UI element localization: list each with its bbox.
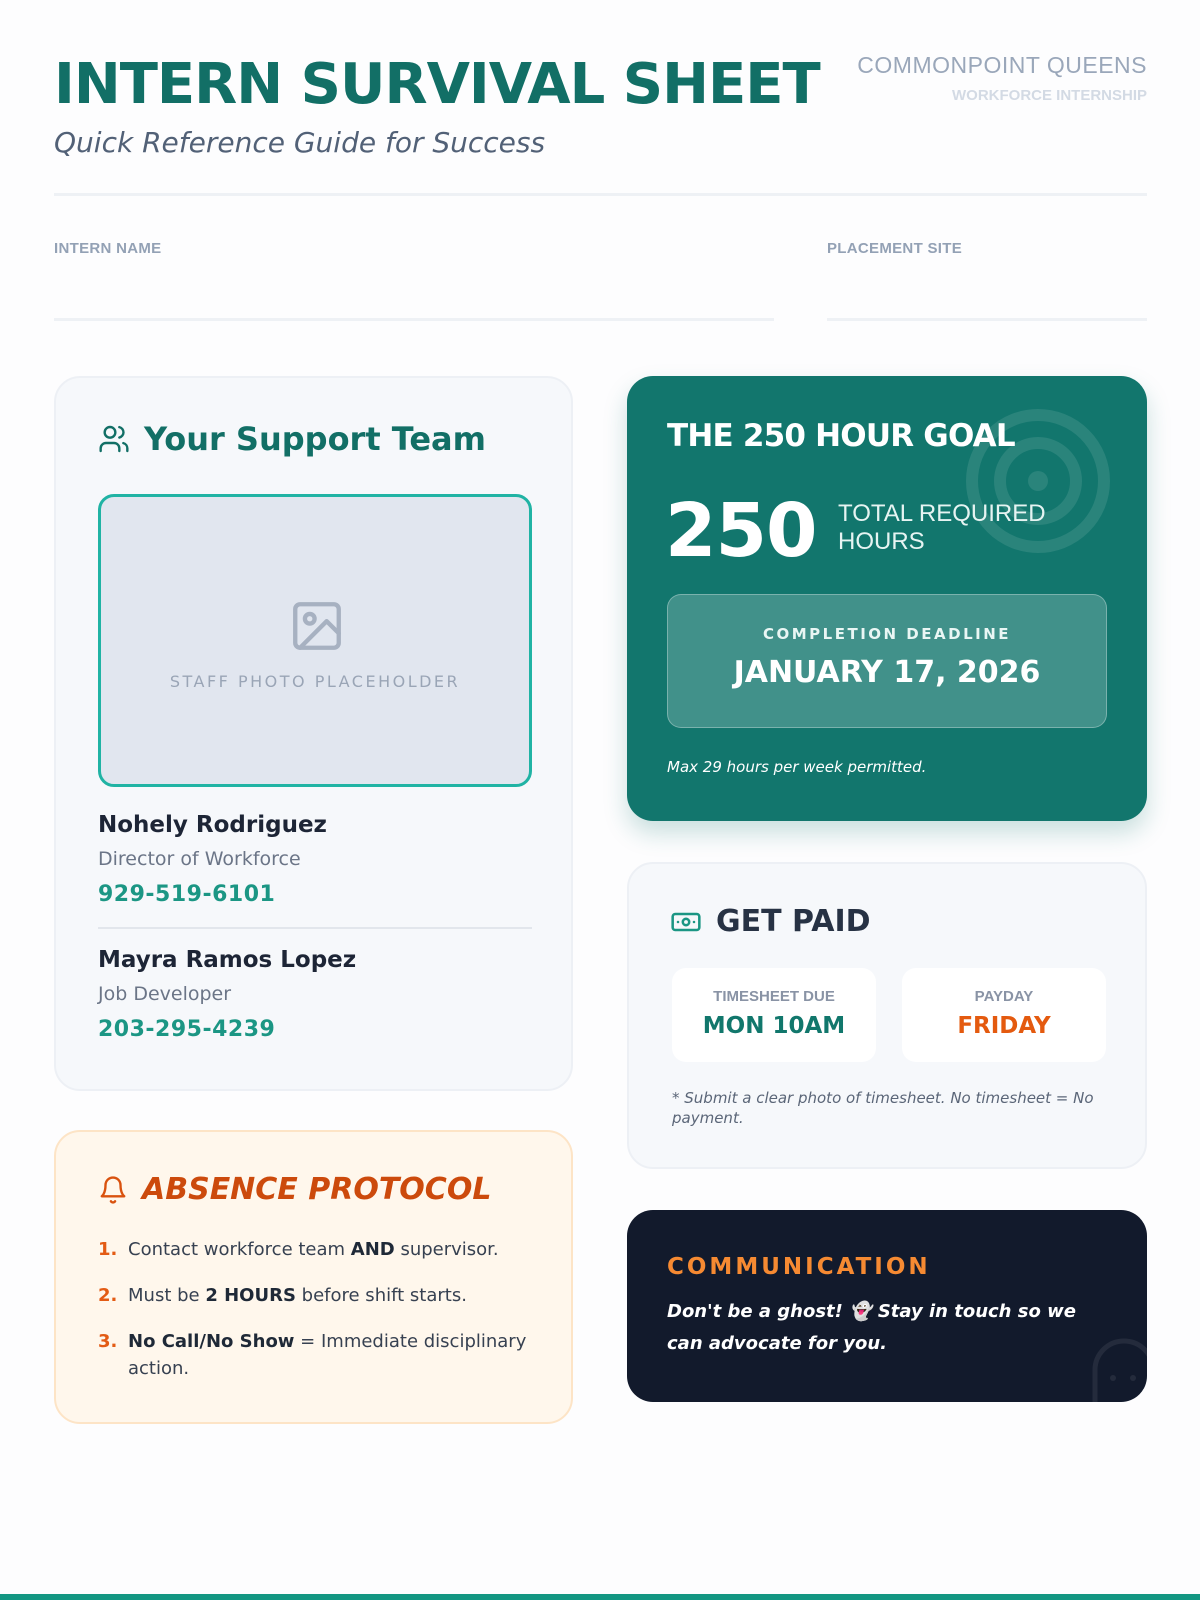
image-icon xyxy=(288,597,346,655)
rule-number: 1. xyxy=(98,1239,118,1260)
weekly-max-note: Max 29 hours per week permitted. xyxy=(667,758,927,776)
rule-text: Contact workforce team xyxy=(128,1239,351,1260)
communication-card xyxy=(627,1210,1147,1402)
staff-phone[interactable]: 929-519-6101 xyxy=(98,882,276,907)
rule-text: Must be xyxy=(128,1285,206,1306)
footer-accent-bar xyxy=(0,1594,1200,1600)
cash-icon xyxy=(670,906,702,938)
required-hours-label: TOTAL REQUIRED HOURS xyxy=(838,500,1046,555)
rule-emphasis: No Call/No Show xyxy=(128,1331,295,1352)
communication-text: Don't be a ghost! 👻 Stay in touch so we can advocate for you. xyxy=(667,1301,1076,1354)
timesheet-due-label: TIMESHEET DUE xyxy=(713,988,835,1005)
absence-protocol-heading xyxy=(98,1172,491,1207)
placement-site-field[interactable] xyxy=(827,318,1147,321)
staff-role: Job Developer xyxy=(98,983,232,1005)
support-team-title: Your Support Team xyxy=(144,420,486,458)
payday-value: FRIDAY xyxy=(957,1013,1051,1039)
rule-emphasis: AND xyxy=(350,1239,395,1260)
payday-label: PAYDAY xyxy=(974,988,1034,1005)
users-icon xyxy=(98,423,130,455)
deadline-label: COMPLETION DEADLINE xyxy=(762,625,1012,643)
rule-number: 3. xyxy=(98,1331,118,1352)
page-title: INTERN SURVIVAL SHEET xyxy=(54,52,820,117)
absence-rule xyxy=(98,1328,528,1382)
get-paid-title: GET PAID xyxy=(716,904,871,939)
deadline-box xyxy=(667,594,1107,728)
rule-text: = Immediate disciplinary action. xyxy=(128,1331,527,1379)
hour-goal-card xyxy=(627,376,1147,821)
page-subtitle: Quick Reference Guide for Success xyxy=(54,126,546,159)
program-name: WORKFORCE INTERNSHIP xyxy=(952,87,1147,104)
rule-text: supervisor. xyxy=(394,1239,499,1260)
required-hours: 250 xyxy=(665,488,817,574)
staff-divider xyxy=(98,927,532,929)
intern-name-field[interactable] xyxy=(54,318,774,321)
rule-number: 2. xyxy=(98,1285,118,1306)
support-team-card xyxy=(54,376,573,1091)
organization-block xyxy=(857,52,1147,104)
communication-title: COMMUNICATION xyxy=(667,1254,931,1280)
support-team-heading xyxy=(98,420,486,458)
timesheet-due-box xyxy=(672,968,876,1062)
photo-placeholder-label: STAFF PHOTO PLACEHOLDER xyxy=(169,672,461,691)
payday-box xyxy=(902,968,1106,1062)
rule-emphasis: 2 HOURS xyxy=(205,1285,296,1306)
staff-role: Director of Workforce xyxy=(98,848,301,870)
intern-name-label: INTERN NAME xyxy=(54,240,162,257)
staff-phone[interactable]: 203-295-4239 xyxy=(98,1017,276,1042)
get-paid-card xyxy=(627,862,1147,1169)
placement-site-label: PLACEMENT SITE xyxy=(827,240,963,257)
organization-name: COMMONPOINT QUEENS xyxy=(857,52,1147,78)
absence-protocol-card xyxy=(54,1130,573,1424)
deadline-date: JANUARY 17, 2026 xyxy=(733,655,1041,690)
timesheet-note: * Submit a clear photo of timesheet. No timesheet = No payment. xyxy=(672,1089,1094,1127)
absence-rule xyxy=(98,1236,528,1263)
staff-name: Nohely Rodriguez xyxy=(98,812,327,838)
bell-icon xyxy=(98,1175,128,1205)
rule-text: before shift starts. xyxy=(295,1285,467,1306)
absence-rules-list xyxy=(98,1236,528,1401)
get-paid-heading xyxy=(670,904,871,939)
page-header xyxy=(54,52,1147,196)
staff-name: Mayra Ramos Lopez xyxy=(98,947,357,973)
staff-photo-placeholder xyxy=(98,494,532,787)
hour-goal-title: THE 250 HOUR GOAL xyxy=(667,418,1015,454)
absence-protocol-title: ABSENCE PROTOCOL xyxy=(142,1172,492,1207)
timesheet-due-value: MON 10AM xyxy=(702,1013,846,1039)
absence-rule xyxy=(98,1282,528,1309)
